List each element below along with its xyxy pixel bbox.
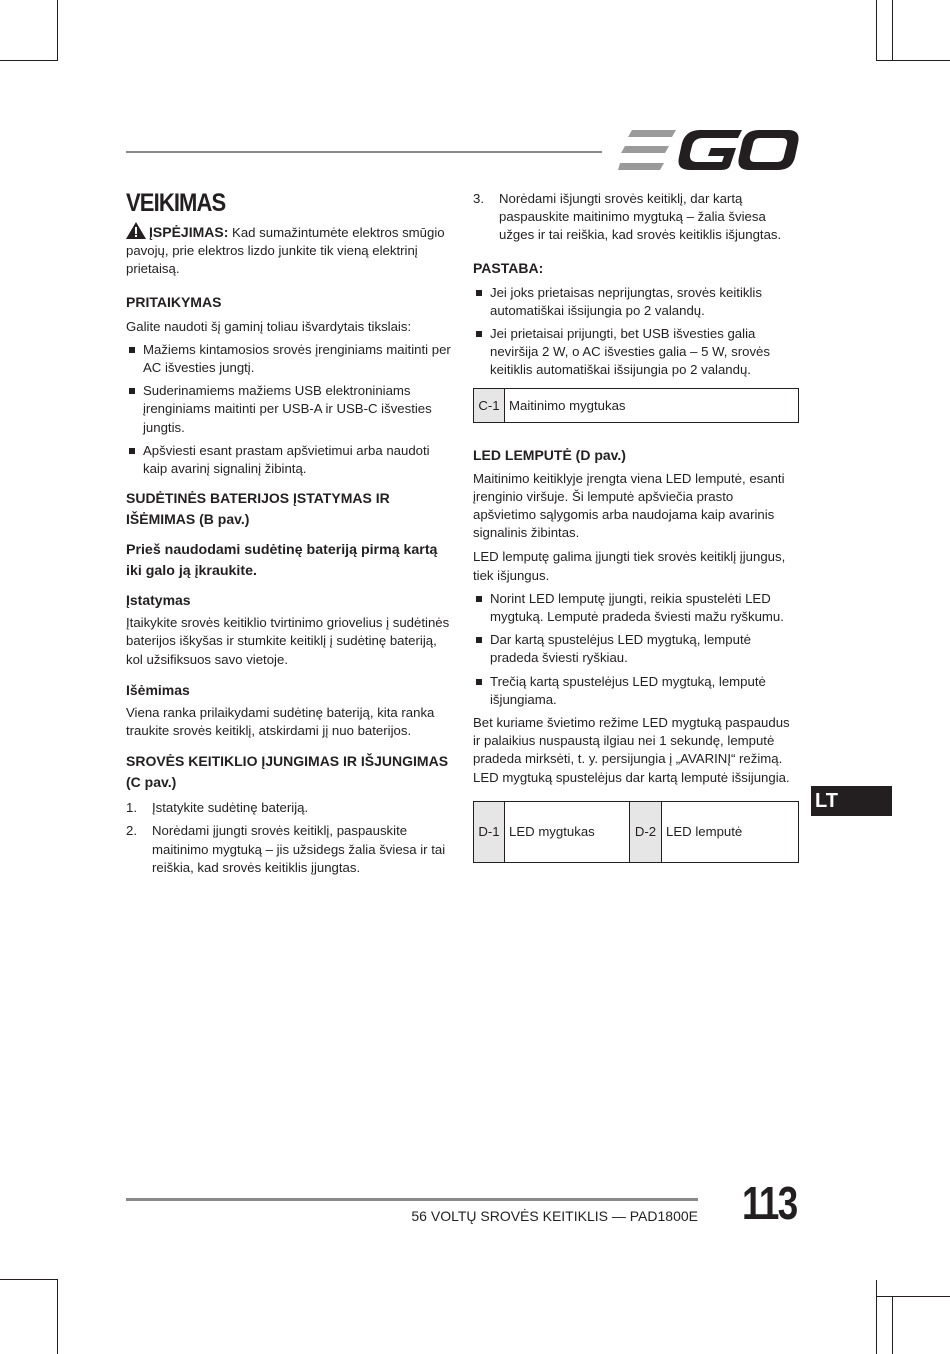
list-item: 1. Įstatykite sudėtinę bateriją.	[126, 800, 309, 816]
right-column	[473, 188, 799, 863]
crop-mark	[876, 60, 950, 61]
crop-mark	[892, 1296, 893, 1354]
list-item: Apšviesti esant prastam apšvietimui arba naudoti kaip avarinį signalinį žibintą.	[126, 442, 452, 478]
legend-code: C-1	[474, 389, 505, 422]
page-title: VEIKIMAS	[126, 189, 226, 217]
list-item: 2. Norėdami įjungti srovės keitiklį, paspauskite maitinimo mygtuką – jis užsidegs žalia šviesa ir tai reiškia, kad srovės keitiklis įjungtas.	[126, 823, 446, 875]
bullet-icon	[129, 388, 135, 394]
legend-desc: Maitinimo mygtukas	[509, 397, 626, 413]
list-item: Jei prietaisai prijungti, bet USB išvesties galia neviršija 2 W, o AC išvesties galia – 5 W, srovės keitiklis automatiškai išsijungia po 2 valandų.	[473, 325, 799, 380]
bullet-icon	[129, 347, 135, 353]
crop-mark	[0, 1279, 58, 1280]
bullet-icon	[476, 637, 482, 643]
onoff-steps-continued	[473, 190, 799, 245]
remove-heading: Išėmimas	[126, 681, 190, 698]
led-paragraph: LED lemputę galima įjungti tiek srovės keitiklį įjungus, tiek išjungus.	[473, 549, 786, 583]
list-item: Trečią kartą spustelėjus LED mygtuką, lemputė išjungiama.	[473, 673, 799, 709]
footer-rule	[126, 1198, 698, 1201]
usage-heading: PRITAIKYMAS	[126, 293, 222, 310]
note-list	[473, 284, 799, 380]
warning-paragraph	[126, 222, 452, 279]
header-rule	[126, 151, 602, 153]
list-item: Mažiems kintamosios srovės įrenginiams maitinti per AC išvesties jungtį.	[126, 341, 452, 377]
legend-code: D-2	[630, 802, 662, 862]
legend-desc: LED lemputė	[666, 824, 743, 840]
insert-heading: Įstatymas	[126, 592, 191, 609]
crop-mark	[0, 60, 58, 61]
crop-mark	[57, 1279, 58, 1354]
led-paragraph: Bet kuriame švietimo režime LED mygtuką paspaudus ir palaikius nuspaustą ilgiau nei 1 sekundę, lemputė pradeda mirksėti, t. y. persijungia į „AVARINĮ“ režimą. LED mygtuką spustelėjus dar kartą lemputė išsijungia.	[473, 715, 790, 785]
usage-intro: Galite naudoti šį gaminį toliau išvardytais tikslais:	[126, 318, 412, 334]
legend-code: D-1	[474, 802, 505, 862]
crop-mark	[57, 0, 58, 60]
crop-mark	[892, 0, 893, 60]
list-item: Jei joks prietaisas neprijungtas, srovės keitiklis automatiškai išsijungia po 2 valandų.	[473, 284, 799, 320]
crop-mark	[876, 1280, 877, 1354]
insert-text: Įtaikykite srovės keitiklio tvirtinimo griovelius į sudėtinės baterijos iškyšas ir stumkite keitiklį į sudėtinę bateriją, kol užsifiksuos savo vietoje.	[126, 615, 450, 667]
list-item: Dar kartą spustelėjus LED mygtuką, lemputė pradeda šviesti ryškiau.	[473, 631, 799, 667]
led-heading: LED LEMPUTĖ (D pav.)	[473, 446, 626, 463]
onoff-heading: SROVĖS KEITIKLIO ĮJUNGIMAS IR IŠJUNGIMAS (C pav.)	[126, 753, 449, 791]
note-heading: PASTABA:	[473, 259, 544, 276]
footer-title: 56 VOLTŲ SROVĖS KEITIKLIS — PAD1800E	[411, 1208, 698, 1224]
d-legend-table	[473, 801, 799, 863]
bullet-icon	[129, 448, 135, 454]
list-item: Norint LED lemputę įjungti, reikia spustelėti LED mygtuką. Lemputė pradeda šviesti mažu ryškumu.	[473, 590, 799, 626]
warning-label: ĮSPĖJIMAS:	[149, 224, 229, 240]
crop-mark	[876, 0, 877, 60]
ego-logo	[618, 128, 800, 172]
legend-desc: LED mygtukas	[505, 802, 630, 862]
led-paragraph: Maitinimo keitiklyje įrengta viena LED lemputė, esanti įrenginio viršuje. Ši lemputė apšviečia prasto apšvietimo sąlygomis arba naudojama kaip avarinis signalinis žibintas.	[473, 470, 785, 541]
language-tab: LT	[811, 786, 892, 816]
warning-icon	[126, 222, 146, 239]
bullet-icon	[476, 679, 482, 685]
led-list	[473, 590, 799, 709]
page-number: 113	[742, 1177, 797, 1229]
battery-note: Prieš naudodami sudėtinę bateriją pirmą kartą iki galo ją įkraukite.	[126, 542, 438, 580]
usage-list	[126, 341, 452, 478]
bullet-icon	[476, 596, 482, 602]
crop-mark	[876, 1296, 950, 1297]
battery-heading: SUDĖTINĖS BATERIJOS ĮSTATYMAS IR IŠĖMIMAS (B pav.)	[126, 490, 390, 528]
left-column	[126, 188, 452, 877]
onoff-steps	[126, 799, 452, 877]
list-item: Suderinamiems mažiems USB elektroniniams įrenginiams maitinti per USB-A ir USB-C išvesties jungtis.	[126, 382, 452, 437]
warning-text: Kad sumažintumėte elektros smūgio pavojų, prie elektros lizdo junkite tik vieną elektrinį prietaisą.	[126, 225, 445, 277]
c-legend-table	[473, 388, 799, 423]
bullet-icon	[476, 331, 482, 337]
bullet-icon	[476, 290, 482, 296]
list-item: 3. Norėdami išjungti srovės keitiklį, dar kartą paspauskite maitinimo mygtuką – žalia šviesa užges ir tai reiškia, kad srovės keitiklis išjungtas.	[473, 191, 782, 243]
remove-text: Viena ranka prilaikydami sudėtinę bateriją, kita ranka traukite srovės keitiklį, atskirdami jį nuo baterijos.	[126, 704, 435, 739]
